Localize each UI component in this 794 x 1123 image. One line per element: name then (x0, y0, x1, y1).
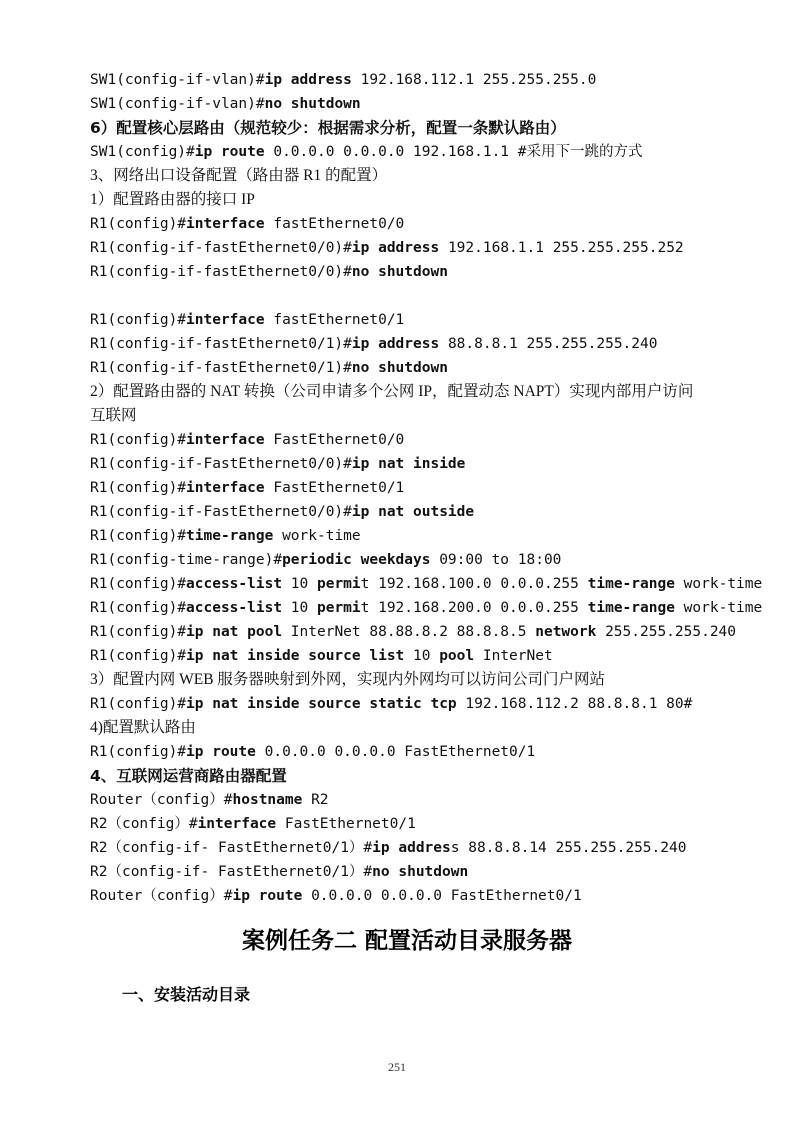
command-keyword: hostname (232, 792, 303, 808)
command-keyword: ip address (351, 336, 440, 352)
code-line (90, 332, 724, 356)
line-text: 0.0.0.0 0.0.0.0 FastEthernet0/1 (302, 888, 582, 904)
command-keyword: ip address (351, 240, 440, 256)
command-keyword: ip nat inside source static tcp (186, 696, 457, 712)
command-keyword: ip nat inside (351, 456, 466, 472)
code-line (90, 812, 724, 836)
page-number: 251 (388, 1060, 406, 1074)
line-text: FastEthernet0/1 (276, 816, 416, 832)
subsection-heading: 一、安装活动目录 (122, 985, 251, 1004)
command-keyword: 6）配置核心层路由（规范较少：根据需求分析，配置一条默认路由） (90, 119, 566, 137)
document-content (90, 68, 763, 1006)
text-line (90, 164, 724, 188)
command-keyword: interface (186, 216, 265, 232)
command-keyword: no shutdown (372, 864, 469, 880)
code-line (90, 620, 737, 644)
line-text: 10 (282, 576, 317, 592)
config-lines-block (90, 68, 763, 908)
command-keyword: time-range (186, 528, 274, 544)
line-text: SW1(config-if-vlan)# (90, 96, 265, 112)
code-line (90, 356, 724, 380)
command-keyword: permi (316, 576, 361, 592)
command-keyword: interface (186, 312, 265, 328)
line-text: R1(config-if-fastEthernet0/0)# (90, 240, 352, 256)
line-text: FastEthernet0/0 (264, 432, 405, 448)
line-text: 3、网络出口设备配置（路由器 R1 的配置） (90, 167, 388, 184)
text-line (90, 668, 724, 692)
code-line (90, 884, 724, 908)
code-line (90, 500, 724, 524)
line-text: R1(config-time-range)# (90, 552, 283, 568)
code-line (90, 140, 724, 164)
command-keyword: ip nat inside source list (186, 648, 405, 664)
line-text: 1）配置路由器的接口 IP (90, 191, 255, 208)
line-text: 192.168.112.1 255.255.255.0 (351, 72, 597, 88)
code-line (90, 452, 724, 476)
command-keyword: pool (439, 648, 475, 664)
command-keyword: ip addres (372, 840, 451, 856)
line-text: SW1(config)# (90, 144, 195, 160)
line-text: fastEthernet0/1 (264, 312, 405, 328)
line-text: 3）配置内网 WEB 服务器映射到外网，实现内外网均可以访问公司门户网站 (90, 671, 605, 688)
line-text: 10 (404, 648, 440, 664)
code-line (90, 548, 724, 572)
command-keyword: no shutdown (351, 264, 448, 280)
line-text: R1(config)# (90, 432, 187, 448)
code-line (90, 644, 724, 668)
command-keyword: interface (186, 480, 265, 496)
command-keyword: ip route (186, 744, 256, 760)
line-text: R1(config-if-fastEthernet0/1)# (90, 360, 352, 376)
code-line (90, 428, 724, 452)
command-keyword: interface (186, 432, 265, 448)
command-keyword: interface (197, 816, 277, 832)
line-text: work-time (674, 600, 763, 616)
command-keyword: time-range (587, 600, 675, 616)
code-line (90, 692, 724, 716)
code-line (90, 860, 724, 884)
line-text: t 192.168.200.0 0.0.0.255 (360, 600, 588, 616)
line-text: s 88.8.8.14 255.255.255.240 (450, 840, 687, 856)
line-text: InterNet (474, 648, 553, 664)
command-keyword: permi (316, 600, 361, 616)
line-text: work-time (674, 576, 763, 592)
line-text: R2（config-if- FastEthernet0/1）# (90, 864, 373, 880)
line-text: R1(config)# (90, 528, 187, 544)
line-text: InterNet 88.88.8.2 88.8.8.5 (282, 624, 536, 640)
code-line (90, 740, 724, 764)
code-line (90, 476, 724, 500)
line-text: R1(config)# (90, 624, 187, 640)
code-line (90, 788, 724, 812)
command-keyword: network (535, 624, 597, 640)
line-text: fastEthernet0/0 (264, 216, 405, 232)
command-keyword: no shutdown (351, 360, 448, 376)
line-text: R1(config)# (90, 600, 187, 616)
code-line (90, 92, 724, 116)
line-text: R1(config-if-fastEthernet0/0)# (90, 264, 352, 280)
line-text: 互联网 (90, 407, 137, 424)
command-keyword: access-list (186, 600, 283, 616)
text-line (90, 716, 724, 740)
line-text: R1(config-if-fastEthernet0/1)# (90, 336, 352, 352)
command-keyword: periodic weekdays (282, 552, 431, 568)
code-line (90, 572, 763, 596)
line-text: 0.0.0.0 0.0.0.0 FastEthernet0/1 (255, 744, 536, 760)
line-text: R1(config-if-FastEthernet0/0)# (90, 504, 352, 520)
section-heading: 案例任务二 配置活动目录服务器 (241, 928, 572, 954)
code-line (90, 68, 724, 92)
command-keyword: time-range (587, 576, 675, 592)
command-keyword: ip address (264, 72, 352, 88)
text-line (90, 764, 724, 788)
code-line (90, 308, 724, 332)
text-line (90, 116, 724, 140)
command-keyword: 4、互联网运营商路由器配置 (90, 767, 287, 785)
line-text: work-time (273, 528, 361, 544)
line-text: t 192.168.100.0 0.0.0.255 (360, 576, 588, 592)
line-text: SW1(config-if-vlan)# (90, 72, 265, 88)
line-text: R1(config)# (90, 216, 187, 232)
line-text: R1(config)# (90, 576, 187, 592)
command-keyword: no shutdown (264, 96, 361, 112)
code-line (90, 836, 724, 860)
code-line (90, 236, 724, 260)
command-keyword: access-list (186, 576, 283, 592)
line-text: R1(config)# (90, 696, 187, 712)
code-line (90, 524, 724, 548)
line-text: FastEthernet0/1 (264, 480, 405, 496)
command-keyword: ip route (232, 888, 303, 904)
code-line (90, 596, 763, 620)
text-line (90, 188, 724, 212)
line-text: 0.0.0.0 0.0.0.0 192.168.1.1 #采用下一跳的方式 (264, 144, 643, 160)
line-text: R2 (302, 792, 329, 808)
code-line (90, 212, 724, 236)
text-line (90, 380, 724, 404)
code-line (90, 260, 724, 284)
line-text: 2）配置路由器的 NAT 转换（公司申请多个公网 IP，配置动态 NAPT）实现内部用户访问 (90, 383, 694, 400)
command-keyword: ip route (194, 144, 265, 160)
line-text: 88.8.8.1 255.255.255.240 (439, 336, 658, 352)
line-text: 192.168.1.1 255.255.255.252 (439, 240, 684, 256)
line-text: 10 (282, 600, 317, 616)
command-keyword: ip nat pool (186, 624, 283, 640)
command-keyword: ip nat outside (351, 504, 475, 520)
line-text: R2（config）# (90, 816, 198, 832)
line-text: R2（config-if- FastEthernet0/1）# (90, 840, 373, 856)
blank-line (90, 284, 724, 308)
line-text: R1(config)# (90, 648, 187, 664)
line-text: R1(config)# (90, 480, 187, 496)
line-text: R1(config)# (90, 744, 187, 760)
line-text: R1(config-if-FastEthernet0/0)# (90, 456, 352, 472)
line-text: Router（config）# (90, 888, 233, 904)
line-text: 255.255.255.240 (596, 624, 737, 640)
line-text: 192.168.112.2 88.8.8.1 80# (456, 696, 693, 712)
line-text: R1(config)# (90, 312, 187, 328)
line-text: 4)配置默认路由 (90, 719, 196, 736)
line-text: Router（config）# (90, 792, 233, 808)
line-text: 09:00 to 18:00 (430, 552, 562, 568)
text-line (90, 404, 724, 428)
